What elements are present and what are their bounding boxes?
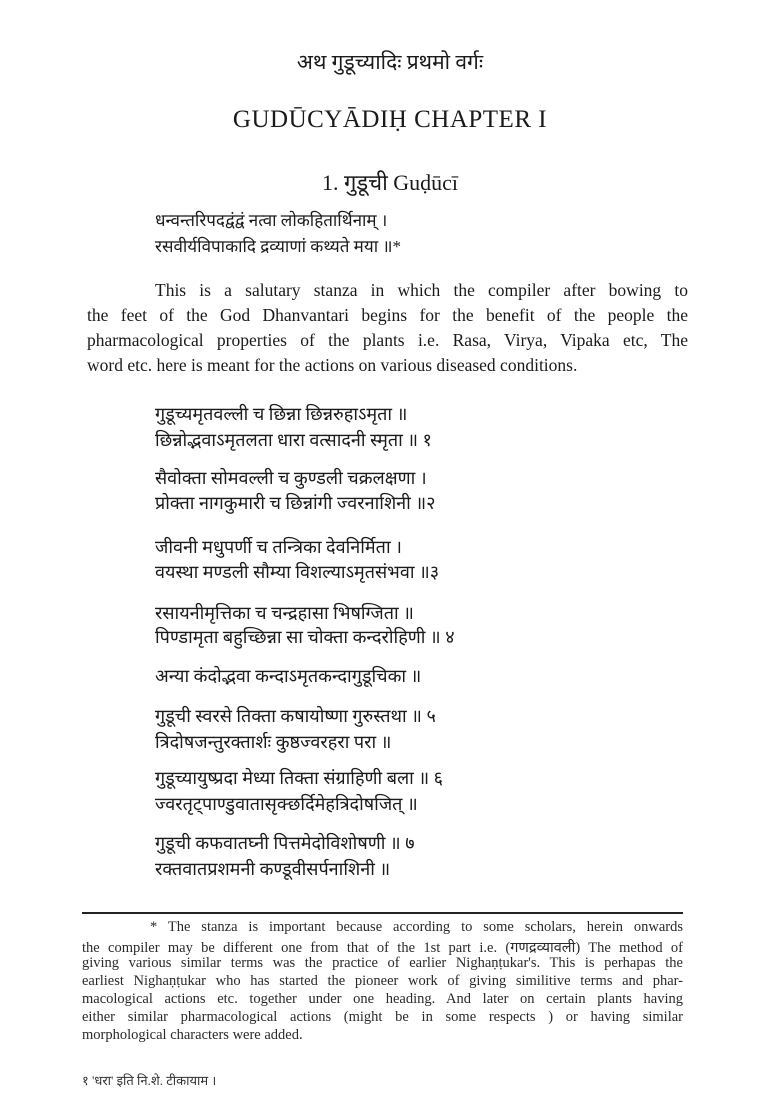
verse-line: गुडूच्यायुष्प्रदा मेध्या तिक्ता संग्राहिणी बला ॥ ६ — [155, 768, 443, 788]
footnote-line: macological actions etc. together under one heading. And later on certain plants having — [82, 991, 683, 1007]
footnote-line: either similar pharmacological actions (might be in some respects ) or having similar — [82, 1009, 683, 1025]
verse-line: रक्तवातप्रशमनी कण्डूवीसर्पनाशिनी ॥ — [155, 859, 391, 879]
footnote-line: earliest Nighaṇṭukar who has started the pioneer work of giving similitive terms and phar- — [82, 973, 683, 989]
footnote-line: morphological characters were added. — [82, 1027, 303, 1043]
paragraph-line — [155, 280, 688, 301]
footnote-line: * The stanza is important because according to some scholars, herein onwards — [150, 919, 683, 935]
verse-line: गुडूच्यमृतवल्ली च छिन्ना छिन्नरुहाऽमृता ॥ — [155, 404, 408, 424]
sanskrit-chapter-heading: अथ गुडूच्यादिः प्रथमो वर्गः — [296, 50, 484, 74]
paragraph-line: the feet of the God Dhanvantari begins for the benefit of the people the — [87, 305, 688, 325]
invocation-line: धन्वन्तरिपदद्वंद्वं नत्वा लोकहितार्थिनाम् । — [155, 211, 388, 230]
verse-line: छिन्नोद्भवाऽमृतलता धारा वत्सादनी स्मृता ॥ १ — [155, 430, 432, 450]
section-title: 1. गुडूची Guḍūcī — [321, 170, 459, 195]
variant-reading-note: १ 'धरा' इति नि.शे. टीकायाम । — [82, 1073, 217, 1088]
verse-line: वयस्था मण्डली सौम्या विशल्याऽमृतसंभवा ॥३ — [155, 562, 440, 582]
verse-line: प्रोक्ता नागकुमारी च छिन्नांगी ज्वरनाशिनी ॥२ — [155, 493, 436, 513]
verse-line: त्रिदोषजन्तुरक्तार्शः कुष्ठज्वरहरा परा ॥ — [155, 732, 392, 752]
verse-line: जीवनी मधुपर्णी च तन्त्रिका देवनिर्मिता । — [155, 537, 402, 557]
footnote-divider — [82, 912, 683, 914]
invocation-line: रसवीर्यविपाकादि द्रव्याणां कथ्यते मया ॥* — [155, 237, 402, 256]
verse-line: गुडूची कफवातघ्नी पित्तमेदोविशोषणी ॥ ७ — [155, 833, 415, 853]
verse-line: ज्वरतृट्पाण्डुवातासृक्छर्दिमेहत्रिदोषजित् ॥ — [155, 794, 418, 814]
verse-line: पिण्डामृता बहुच्छिन्ना सा चोक्ता कन्दरोहिणी ॥ ४ — [155, 627, 455, 647]
paragraph-text: This is a salutary stanza in which the compiler after bowing to — [155, 280, 688, 300]
paragraph-line: word etc. here is meant for the actions on various diseased conditions. — [87, 355, 578, 375]
footnote-line: the compiler may be different one from that of the 1st part i.e. (गणद्रव्यावली) The method of — [82, 940, 683, 956]
verse-line: गुडूची स्वरसे तिक्ता कषायोष्णा गुरुस्तथा ॥ ५ — [155, 706, 436, 726]
verse-line: रसायनीमृत्तिका च चन्द्रहासा भिषग्जिता ॥ — [155, 603, 414, 623]
paragraph-line: pharmacological properties of the plants i.e. Rasa, Virya, Vipaka etc, The — [87, 330, 688, 350]
chapter-title: GUDŪCYĀDIḤ CHAPTER I — [232, 106, 548, 133]
verse-line: अन्या कंदोद्भवा कन्दाऽमृतकन्दागुडूचिका ॥ — [155, 666, 422, 686]
verse-line: सैवोक्ता सोमवल्ली च कुण्डली चक्रलक्षणा । — [155, 468, 427, 488]
footnote-line: giving various similar terms was the practice of earlier Nighaṇṭukar's. This is perhapas the — [82, 955, 683, 971]
